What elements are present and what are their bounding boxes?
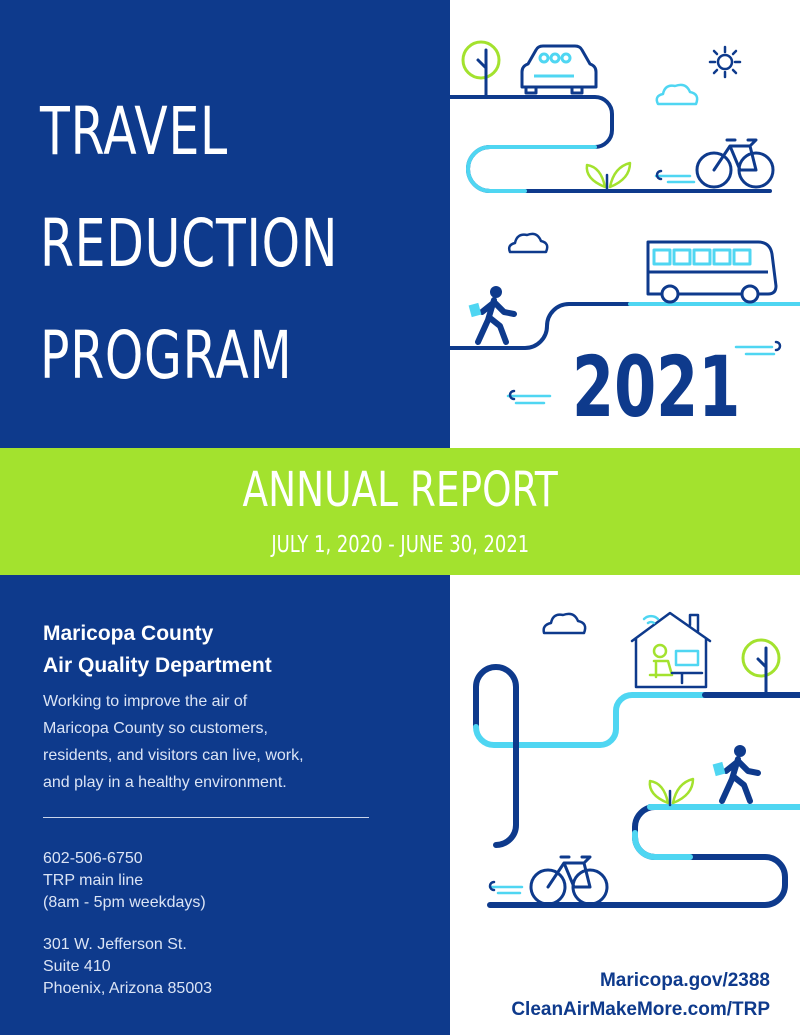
walking-person-icon xyxy=(713,745,758,801)
mission-line: and play in a healthy environment. xyxy=(43,774,287,791)
road-upper xyxy=(450,97,770,191)
bus-icon xyxy=(648,242,776,302)
mailing-address xyxy=(43,934,212,1000)
link-cleanair[interactable]: CleanAirMakeMore.com/TRP xyxy=(511,999,770,1020)
cloud-icon xyxy=(509,234,547,252)
title-line-3: PROGRAM xyxy=(40,317,293,394)
report-year: 2021 xyxy=(572,338,741,436)
tree-icon xyxy=(463,42,499,95)
program-title xyxy=(40,76,440,412)
cloud-icon xyxy=(657,85,697,104)
cloud-icon xyxy=(544,614,586,633)
address-suite: Suite 410 xyxy=(43,958,111,975)
bicycle-icon xyxy=(531,857,607,904)
walking-person-icon xyxy=(469,286,514,342)
address-city: Phoenix, Arizona 85003 xyxy=(43,980,213,997)
mission-line: Working to improve the air of xyxy=(43,693,248,710)
phone-label: TRP main line xyxy=(43,872,144,889)
report-period xyxy=(0,532,800,558)
wind-icon xyxy=(508,391,550,403)
tree-icon xyxy=(743,640,779,693)
bottom-commute-illustration xyxy=(450,575,800,975)
phone-number[interactable]: 602-506-6750 xyxy=(43,850,143,867)
web-links xyxy=(511,966,770,1024)
annual-report-title xyxy=(0,462,800,518)
title-line-2: REDUCTION xyxy=(40,205,339,282)
sun-icon xyxy=(710,47,740,77)
organization-name-line: Maricopa County xyxy=(43,622,214,645)
mission-line: residents, and visitors can live, work, xyxy=(43,747,304,764)
office-hours: (8am - 5pm weekdays) xyxy=(43,894,206,911)
link-maricopa[interactable]: Maricopa.gov/2388 xyxy=(599,970,770,991)
wind-icon xyxy=(736,342,780,354)
leaf-icon xyxy=(587,163,630,189)
title-line-1: TRAVEL xyxy=(40,93,229,170)
annual-report-title-text: ANNUAL REPORT xyxy=(242,462,558,518)
wind-icon xyxy=(490,882,522,893)
mission-line: Maricopa County so customers, xyxy=(43,720,268,737)
mission-statement xyxy=(43,688,373,796)
road-upper-highlight xyxy=(468,147,595,191)
report-period-text: JULY 1, 2020 - JUNE 30, 2021 xyxy=(271,532,529,558)
contact-info xyxy=(43,848,206,914)
leaf-icon xyxy=(650,779,693,805)
wind-icon xyxy=(656,171,694,182)
address-street: 301 W. Jefferson St. xyxy=(43,936,187,953)
organization-name xyxy=(43,618,272,682)
divider xyxy=(43,817,369,818)
bicycle-icon xyxy=(697,140,773,187)
organization-name-line: Air Quality Department xyxy=(43,654,272,677)
car-icon xyxy=(522,46,596,93)
home-office-icon xyxy=(632,613,710,687)
